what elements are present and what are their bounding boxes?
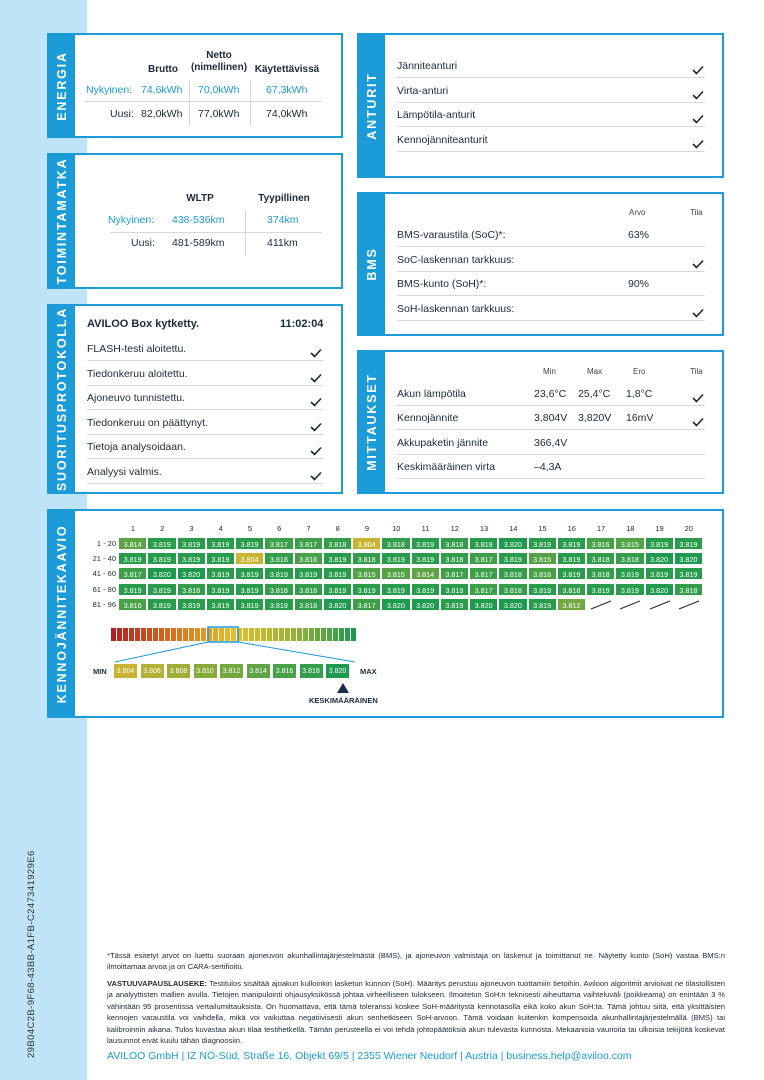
empty-cell-slash-icon — [590, 600, 612, 610]
checkmark-icon — [310, 345, 322, 355]
column-label: 11 — [421, 524, 430, 533]
cell-voltage: 3.819 — [323, 552, 352, 565]
cell-voltage: 3.817 — [440, 567, 469, 580]
divider — [397, 246, 705, 247]
cell-voltage: 3.819 — [557, 537, 586, 550]
cell-voltage: 3.819 — [323, 583, 352, 596]
cell-voltage: 3.819 — [528, 583, 557, 596]
cell-voltage: 3.817 — [294, 537, 323, 550]
empty-cell-slash-icon — [649, 600, 671, 610]
legend-zoom-line — [238, 642, 355, 662]
cell-voltage: 3.819 — [177, 552, 206, 565]
divider — [397, 126, 705, 127]
divider — [397, 429, 705, 430]
range-value: 438-536km — [172, 214, 225, 226]
cell-voltage: 3.820 — [674, 552, 703, 565]
cell-voltage: 3.819 — [147, 583, 176, 596]
energia-header-netto: Netto (nimellinen) — [190, 50, 248, 73]
cell-voltage: 3.819 — [206, 567, 235, 580]
protocol-item: Analyysi valmis. — [87, 465, 162, 478]
cell-voltage: 3.819 — [147, 598, 176, 611]
cell-voltage: 3.814 — [411, 567, 440, 580]
cell-voltage: 3.812 — [557, 598, 586, 611]
cell-voltage: 3.819 — [498, 552, 527, 565]
measurement-min: 3,804V — [534, 412, 568, 425]
cell-voltage: 3.818 — [177, 583, 206, 596]
cell-voltage: 3.819 — [264, 567, 293, 580]
divider — [189, 80, 190, 126]
cell-voltage: 3.819 — [206, 583, 235, 596]
range-header-typical: Tyypillinen — [258, 193, 310, 204]
cell-voltage: 3.818 — [264, 552, 293, 565]
cell-voltage: 3.819 — [557, 567, 586, 580]
bms-tab: BMS — [359, 194, 385, 334]
average-marker-icon — [337, 683, 349, 693]
bms-label: SoC-laskennan tarkkuus: — [397, 253, 515, 266]
checkmark-icon — [692, 414, 704, 424]
protocol-time: 11:02:04 — [280, 318, 324, 330]
cell-voltage: 3.819 — [352, 583, 381, 596]
measurement-label: Keskimääräinen virta — [397, 460, 496, 473]
mittaukset-tab: MITTAUKSET — [359, 352, 385, 492]
row-label: 41 - 60 — [92, 569, 116, 579]
checkmark-icon — [692, 90, 704, 100]
checkmark-icon — [310, 468, 322, 478]
cell-voltage: 3.819 — [235, 598, 264, 611]
cell-voltage: 3.818 — [294, 598, 323, 611]
footer-contact: AVILOO GmbH | IZ NÖ-Süd, Straße 16, Objekt 69/5 | 2355 Wiener Neudorf | Austria | business.help@aviloo.com — [107, 1050, 632, 1062]
cell-voltage: 3.818 — [352, 552, 381, 565]
protocol-title: AVILOO Box kytketty. — [87, 318, 200, 330]
legend-value: 3.804 — [113, 663, 138, 679]
divider — [250, 80, 251, 126]
cell-voltage: 3.819 — [118, 552, 147, 565]
protocol-item: Tiedonkeruu aloitettu. — [87, 367, 188, 380]
cell-voltage: 3.818 — [615, 552, 644, 565]
checkmark-icon — [310, 348, 322, 358]
legend-value: 3.810 — [193, 663, 218, 679]
asterisk-note: *Tässä esitetyt arvot on luettu suoraan ajoneuvon akunhallintajärjestelmästä (BMS), ja ajoneuvon valmistaja on laskenut ja toimittanut ne. Näytetty kunto (SoH) vastaa BMS:n ilmoittamaa arvoa ja on CARA-sertifioitu. — [107, 951, 725, 972]
cell-voltage: 3.820 — [147, 567, 176, 580]
column-label: 19 — [655, 524, 664, 533]
range-value: 481-589km — [172, 237, 225, 249]
cell-voltage: 3.818 — [440, 552, 469, 565]
sensor-item: Kennojänniteanturit — [397, 134, 488, 147]
cell-voltage: 3.815 — [381, 567, 410, 580]
cell-voltage: 3.819 — [177, 537, 206, 550]
cell-voltage: 3.804 — [235, 552, 264, 565]
cell-voltage: 3.819 — [411, 537, 440, 550]
range-value: 374km — [267, 214, 299, 226]
cell-voltage: 3.818 — [381, 537, 410, 550]
cell-voltage: 3.819 — [411, 583, 440, 596]
cell-voltage: 3.819 — [411, 552, 440, 565]
divider — [397, 320, 705, 321]
checkmark-icon — [692, 256, 704, 266]
bms-value: 63% — [628, 229, 650, 241]
checkmark-icon — [692, 139, 704, 149]
kennojannitekaavio-tab: KENNOJÄNNITEKAAVIO — [49, 511, 75, 716]
cell-voltage: 3.819 — [381, 552, 410, 565]
cell-voltage: 3.819 — [177, 598, 206, 611]
cell-voltage: 3.815 — [352, 567, 381, 580]
column-label: 5 — [247, 524, 253, 533]
bms-value: 90% — [628, 278, 650, 291]
range-row-label: Uusi: — [131, 237, 155, 249]
checkmark-icon — [310, 394, 322, 404]
checkmark-icon — [692, 62, 704, 72]
column-label: 20 — [684, 524, 693, 533]
meas-header-ero: Ero — [633, 367, 646, 376]
legend-value: 3.812 — [219, 663, 244, 679]
cell-voltage: 3.818 — [440, 537, 469, 550]
divider — [397, 295, 705, 296]
legend-value: 3.818 — [299, 663, 324, 679]
bms-header-arvo: Arvo — [629, 208, 646, 217]
column-label: 8 — [335, 524, 340, 533]
checkmark-icon — [310, 419, 322, 429]
cell-voltage: 3.817 — [469, 552, 498, 565]
bms-label: SoH-laskennan tarkkuus: — [397, 303, 515, 316]
column-label: 10 — [392, 524, 401, 533]
checkmark-icon — [692, 417, 704, 427]
checkmark-icon — [692, 390, 704, 400]
cell-voltage: 3.819 — [381, 583, 410, 596]
measurement-max: 25,4°C — [578, 388, 611, 400]
cell-voltage: 3.820 — [177, 567, 206, 580]
divider — [245, 210, 246, 256]
cell-voltage: 3.819 — [235, 537, 264, 550]
cell-voltage: 3.817 — [469, 567, 498, 580]
column-label: 15 — [538, 524, 547, 533]
cell-voltage: 3.819 — [294, 567, 323, 580]
bms-label: BMS-varaustila (SoC)*: — [397, 229, 506, 241]
cell-voltage: 3.817 — [118, 567, 147, 580]
cell-voltage: 3.819 — [323, 567, 352, 580]
column-label: 1 — [130, 524, 136, 533]
document-id: 29B04C2B-9F68-43BB-A1FB-C247341929E6 — [26, 850, 37, 1058]
cell-voltage: 3.819 — [118, 583, 147, 596]
energia-value: 67,3kWh — [266, 84, 308, 96]
cell-voltage: 3.820 — [645, 552, 674, 565]
divider — [85, 101, 322, 102]
divider — [397, 77, 705, 78]
legend-max-label: MAX — [360, 667, 377, 676]
divider — [397, 151, 705, 152]
divider — [397, 405, 705, 406]
protocol-item: Ajoneuvo tunnistettu. — [87, 392, 186, 404]
checkmark-icon — [310, 471, 322, 481]
cell-voltage: 3.820 — [645, 583, 674, 596]
protocol-item: Tiedonkeruu on päättynyt. — [87, 416, 209, 429]
cell-voltage: 3.818 — [498, 567, 527, 580]
cell-voltage: 3.815 — [528, 552, 557, 565]
divider — [87, 458, 323, 459]
range-row-label: Nykyinen: — [108, 214, 155, 226]
energia-header-kaytettavissa: Käytettävissä — [254, 64, 320, 75]
column-label: 4 — [218, 524, 223, 533]
checkmark-icon — [310, 443, 322, 453]
column-label: 13 — [479, 524, 489, 533]
measurement-max: 3,820V — [578, 412, 612, 425]
legend-value: 3.814 — [246, 663, 271, 679]
cell-voltage: 3.819 — [615, 567, 644, 580]
meas-header-max: Max — [587, 367, 603, 376]
row-label: 21 - 40 — [92, 554, 116, 564]
checkmark-icon — [310, 422, 322, 432]
cell-voltage: 3.819 — [645, 567, 674, 580]
average-label: KESKIMÄÄRÄINEN — [309, 696, 378, 705]
measurement-min: –4,3A — [534, 460, 562, 473]
cell-voltage: 3.815 — [615, 537, 644, 550]
sensor-item: Jänniteanturi — [397, 60, 458, 72]
measurement-min: 366,4V — [534, 436, 568, 449]
anturit-card — [357, 33, 724, 178]
column-label: 9 — [364, 524, 370, 533]
cell-voltage: 3.819 — [440, 598, 469, 611]
divider — [87, 434, 323, 435]
cell-voltage: 3.819 — [586, 583, 615, 596]
divider — [87, 483, 323, 484]
checkmark-icon — [310, 446, 322, 456]
cell-voltage: 3.819 — [235, 583, 264, 596]
cell-voltage: 3.819 — [147, 537, 176, 550]
legend-zoom-lines — [110, 620, 370, 665]
cell-voltage: 3.820 — [381, 598, 410, 611]
sensor-item: Virta-anturi — [397, 84, 449, 97]
energia-value: 77,0kWh — [198, 108, 240, 120]
checkmark-icon — [692, 308, 704, 318]
protocol-item: Tietoja analysoidaan. — [87, 441, 186, 453]
column-label: 16 — [567, 524, 576, 533]
legend-zoom-line — [115, 642, 208, 662]
checkmark-icon — [310, 397, 322, 407]
cell-voltage: 3.819 — [528, 537, 557, 550]
checkmark-icon — [692, 136, 704, 146]
energia-value: 74,0kWh — [266, 108, 308, 120]
measurement-label: Kennojännite — [397, 412, 459, 425]
empty-cell-slash-icon — [619, 600, 641, 610]
cell-voltage: 3.814 — [118, 537, 147, 550]
empty-cell-slash-icon — [678, 600, 700, 610]
cell-voltage: 3.820 — [498, 598, 527, 611]
cell-voltage: 3.820 — [498, 537, 527, 550]
column-label: 14 — [509, 524, 518, 533]
cell-voltage: 3.819 — [147, 552, 176, 565]
cell-voltage: 3.818 — [557, 583, 586, 596]
divider — [397, 478, 705, 479]
meas-header-min: Min — [543, 367, 556, 376]
divider — [397, 454, 705, 455]
row-label: 81 - 96 — [92, 599, 116, 609]
legend-value: 3.806 — [140, 663, 165, 679]
cell-voltage: 3.819 — [264, 598, 293, 611]
cell-voltage: 3.819 — [469, 537, 498, 550]
cell-voltage: 3.817 — [469, 583, 498, 596]
legend-value: 3.820 — [325, 663, 350, 679]
column-label: 7 — [306, 524, 311, 533]
anturit-tab: ANTURIT — [359, 35, 385, 176]
measurement-diff: 16mV — [626, 412, 654, 425]
suoritusprotokolla-tab: SUORITUSPROTOKOLLA — [49, 306, 75, 492]
row-label: 61 - 80 — [92, 584, 116, 594]
disclaimer — [107, 978, 725, 1046]
divider — [397, 271, 705, 272]
cell-voltage: 3.819 — [206, 552, 235, 565]
cell-voltage: 3.820 — [469, 598, 498, 611]
legend-value: 3.816 — [272, 663, 297, 679]
cell-voltage: 3.818 — [674, 583, 703, 596]
measurement-label: Akkupaketin jännite — [397, 436, 489, 449]
energia-value: 82,0kWh — [141, 108, 183, 120]
measurement-min: 23,6°C — [534, 388, 567, 400]
cell-voltage: 3.818 — [294, 583, 323, 596]
range-header-wltp: WLTP — [186, 193, 214, 204]
energia-value: 74,6kWh — [141, 84, 183, 96]
cell-voltage: 3.818 — [586, 567, 615, 580]
checkmark-icon — [310, 373, 322, 383]
energia-value: 70,0kWh — [198, 84, 240, 96]
cell-voltage: 3.818 — [323, 537, 352, 550]
cell-voltage: 3.819 — [645, 537, 674, 550]
divider — [87, 409, 323, 410]
legend-min-label: MIN — [93, 667, 107, 676]
checkmark-icon — [692, 114, 704, 124]
cell-voltage: 3.820 — [323, 598, 352, 611]
row-label: 1 - 20 — [96, 539, 116, 548]
checkmark-icon — [692, 65, 704, 75]
cell-voltage: 3.819 — [206, 598, 235, 611]
measurement-diff: 1,8°C — [626, 388, 653, 400]
legend-value: 3.808 — [166, 663, 191, 679]
cell-voltage: 3.819 — [557, 552, 586, 565]
cell-voltage: 3.819 — [674, 567, 703, 580]
disclaimer-text: Testitulos sisältää ajoakun kulloinkin lasketun kunnon (SoH). Määritys perustuu ajoneuvon tuottamiin tietoihin. Aviloon algoritmit arvioivat ne tilastollisten ja analyyttisten mallien avulla. Tietojen manipulointi ohjausyksikössä johtaa virheelliseen tulokseen. Ilmoitetun SoH:n teknisesti aiheuttama vaihteluväli (poikkeama) on enintään 3 % vähintään 95 prosentissa vertailumittauksista. On huomattava, että tämä toleranssi koskee SoH-määritystä kennotasolla eikä koko akun SoH:ta. Tämä johtuu siitä, että yksittäisten kennojen varaustila voi vaihdella, mikä voi vaikuttaa negatiivisesti akun senhetkiseen SoH-arvoon. Tämä voidaan kuitenkin kompensoida akunhallintajärjestelmällä (BMS) tai kalibroinnin aikana. Tulos kuvastaa akun tilaa testihetkellä. Tämän perusteella ei voi tehdä johtopäätöksiä akun tulevasta kunnosta. Mekaanisia vaurioita tai ulkoisia tekijöitä koskevat lausunnot eivät kuulu tähän diagnoosiin. — [107, 979, 725, 1046]
measurement-label: Akun lämpötila — [397, 388, 466, 400]
checkmark-icon — [692, 305, 704, 315]
cell-voltage: 3.816 — [586, 537, 615, 550]
bms-header-tila: Tila — [690, 208, 703, 217]
divider — [110, 232, 322, 233]
divider — [87, 360, 323, 361]
cell-voltage: 3.817 — [352, 598, 381, 611]
protocol-item: FLASH-testi aloitettu. — [87, 343, 187, 355]
divider — [87, 385, 323, 386]
cell-voltage: 3.819 — [206, 537, 235, 550]
checkmark-icon — [692, 259, 704, 269]
meas-header-tila: Tila — [690, 367, 703, 376]
column-label: 2 — [160, 524, 165, 533]
cell-voltage: 3.818 — [264, 583, 293, 596]
cell-voltage: 3.818 — [498, 583, 527, 596]
disclaimer-title: VASTUUVAPAUSLAUSEKE: — [107, 979, 207, 988]
checkmark-icon — [692, 87, 704, 97]
cell-voltage: 3.817 — [264, 537, 293, 550]
energia-row-label: Nykyinen: — [86, 84, 133, 96]
cell-voltage: 3.804 — [352, 537, 381, 550]
legend-selection-box — [208, 627, 238, 642]
cell-voltage: 3.819 — [674, 537, 703, 550]
cell-voltage: 3.816 — [118, 598, 147, 611]
column-label: 18 — [626, 524, 635, 533]
toimintamatka-tab: TOIMINTAMATKA — [49, 155, 75, 287]
sensor-item: Lämpötila-anturit — [397, 109, 476, 122]
cell-voltage: 3.820 — [411, 598, 440, 611]
column-label: 3 — [189, 524, 194, 533]
range-value: 411km — [267, 237, 298, 249]
checkmark-icon — [692, 393, 704, 403]
energia-tab: ENERGIA — [49, 35, 75, 136]
column-label: 12 — [450, 524, 459, 533]
column-label: 17 — [596, 524, 606, 533]
energia-header-brutto: Brutto — [148, 64, 178, 75]
column-label: 6 — [277, 524, 282, 533]
bms-label: BMS-kunto (SoH)*: — [397, 278, 487, 291]
cell-voltage: 3.819 — [440, 583, 469, 596]
cell-voltage: 3.819 — [615, 583, 644, 596]
cell-voltage: 3.816 — [294, 552, 323, 565]
checkmark-icon — [310, 370, 322, 380]
cell-voltage: 3.816 — [528, 567, 557, 580]
cell-voltage: 3.819 — [235, 567, 264, 580]
cell-voltage: 3.818 — [586, 552, 615, 565]
cell-voltage: 3.819 — [528, 598, 557, 611]
divider — [397, 102, 705, 103]
checkmark-icon — [692, 111, 704, 121]
energia-row-label: Uusi: — [110, 108, 134, 120]
